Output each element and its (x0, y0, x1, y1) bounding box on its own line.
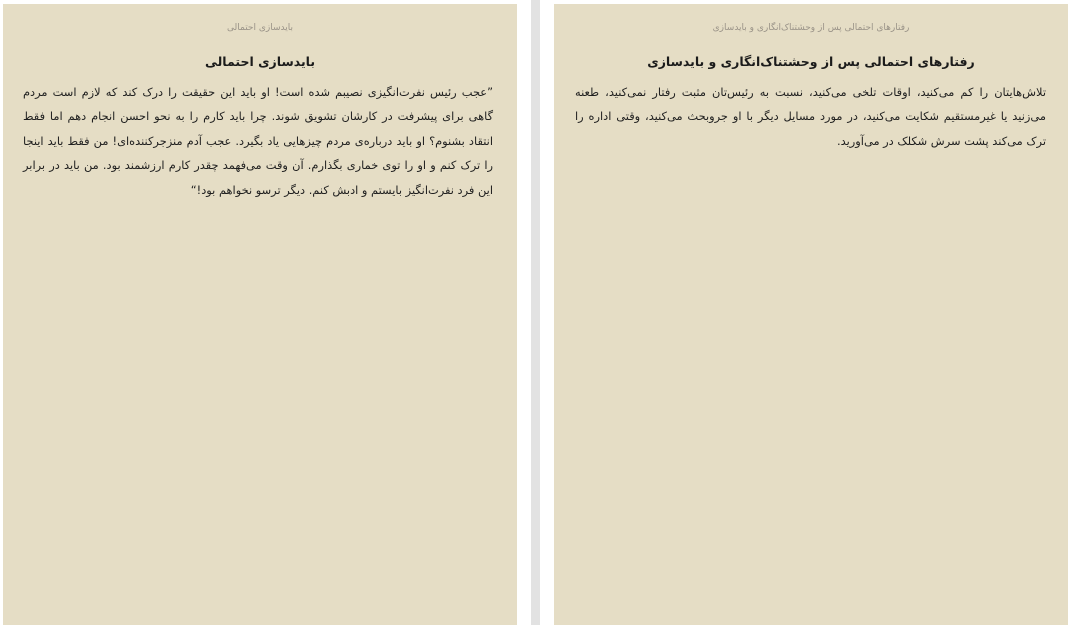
running-header: بایدسازی احتمالی (227, 23, 293, 33)
running-header: رفتارهای احتمالی پس از وحشتناک‌انگاری و بایدسازی (712, 23, 910, 33)
section-heading: رفتارهای احتمالی پس از وحشتناک‌انگاری و بایدسازی (647, 54, 975, 69)
left-page[interactable] (3, 4, 517, 625)
body-paragraph: تلاش‌هایتان را کم می‌کنید، اوقات تلخی می‌کنید، نسبت به رئیس‌تان مثبت رفتار نمی‌کنید، طعنه می‌زنید یا غیرمستقیم شکایت می‌کنید، در مورد مسایل دیگر با او جروبحث می‌کنید، وقتی اداره را ترک می‌کند پشت سرش شکلک در می‌آورید. (575, 85, 1046, 148)
page-gutter-divider (531, 0, 540, 625)
right-page[interactable] (554, 4, 1068, 625)
body-paragraph: ”عجب رئیس نفرت‌انگیزی نصیبم شده است! او باید این حقیقت را درک کند که لازم است مردم گاهی برای پیشرفت در کارشان تشویق شوند. چرا باید کارم را به نحو احسن انجام دهم اما فقط انتقاد بشنوم؟ او باید درباره‌ی مردم چیزهایی یاد بگیرد. عجب آدم منزجرکننده‌ای! من فقط باید اینجا را ترک کنم و او را توی خماری بگذارم. آن وقت می‌فهمد چقدر کارم ارزشمند بود. من باید در برابر این فرد نفرت‌انگیز بایستم و ادبش کنم. دیگر ترسو نخواهم بود!“ (23, 85, 493, 197)
section-heading: بایدسازی احتمالی (204, 54, 316, 69)
